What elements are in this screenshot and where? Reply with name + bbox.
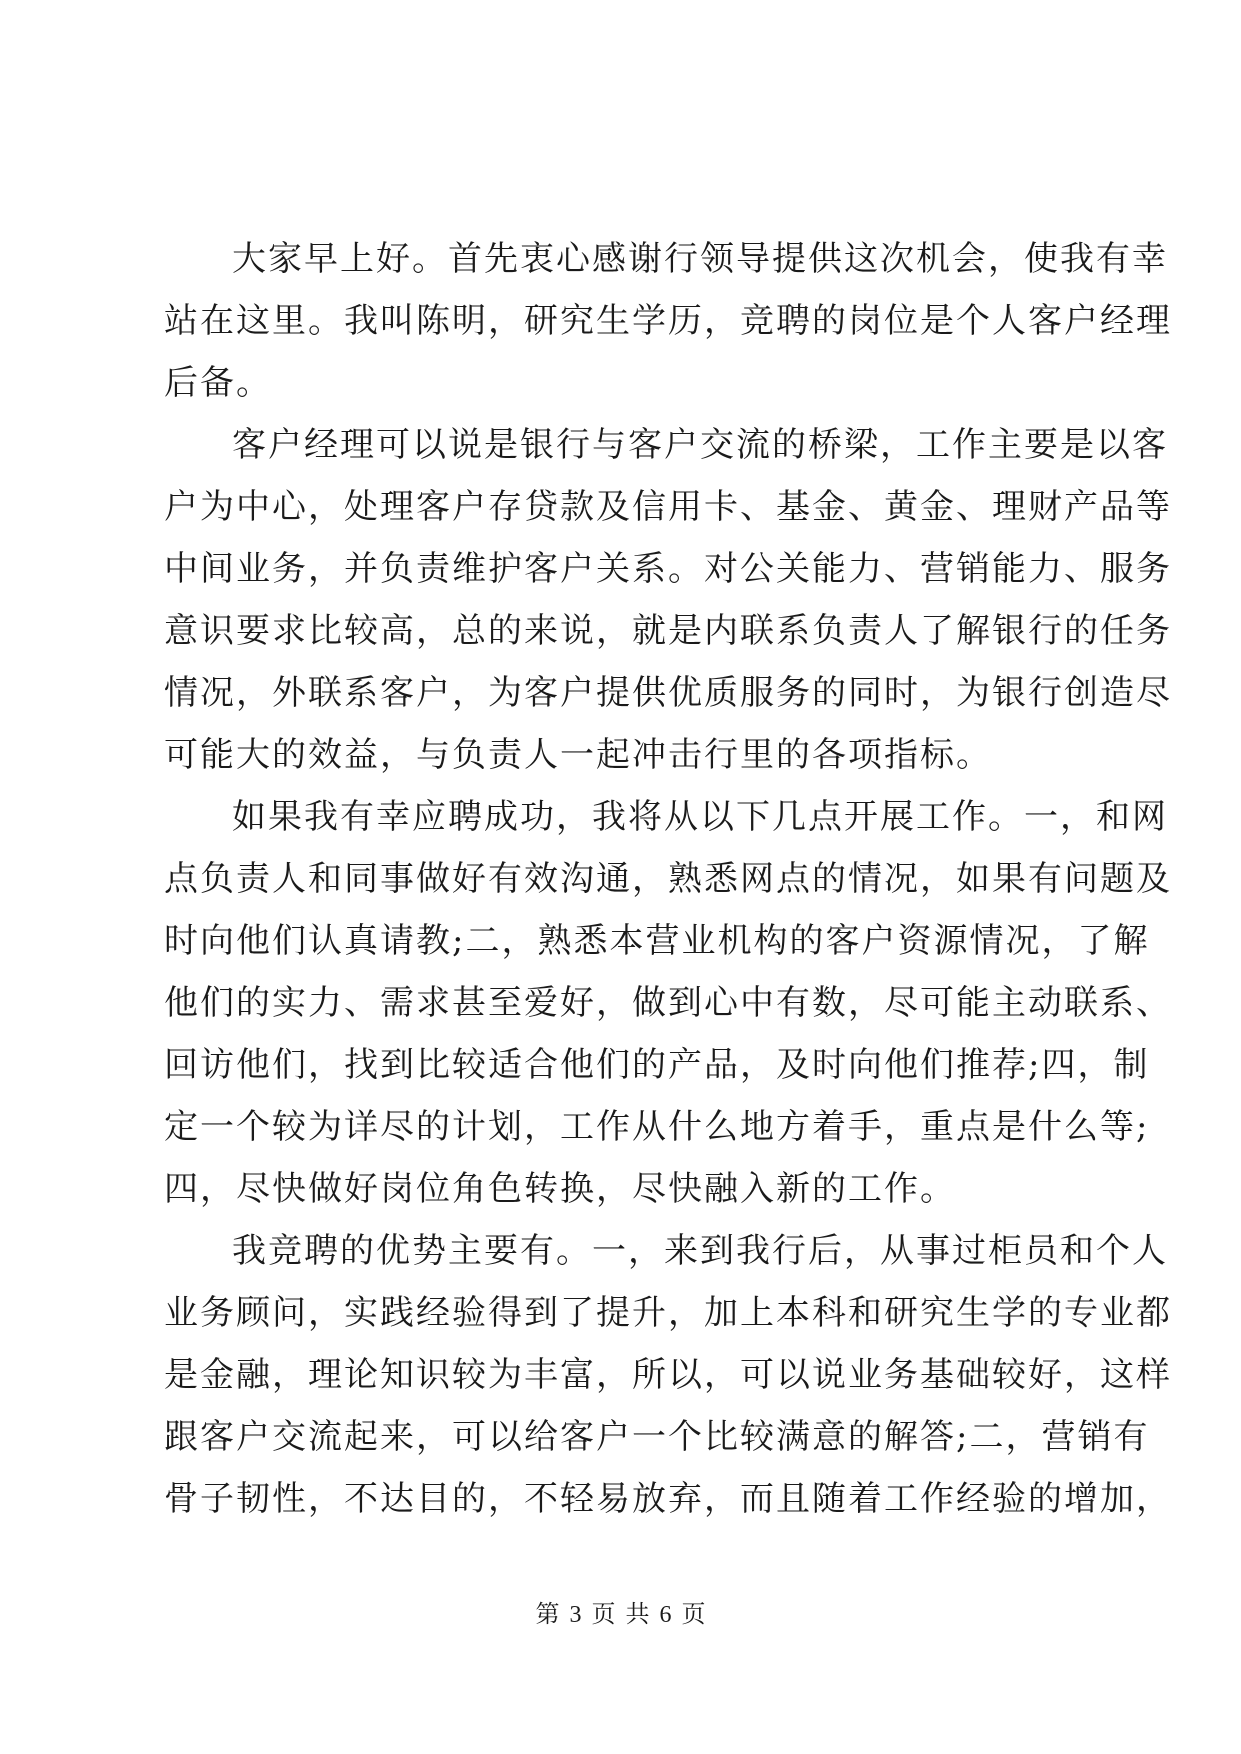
text-line: 定一个较为详尽的计划，工作从什么地方着手，重点是什么等; (164, 1107, 1150, 1147)
text-line: 骨子韧性，不达目的，不轻易放弃，而且随着工作经验的增加， (164, 1479, 1172, 1519)
text-line: 客户经理可以说是银行与客户交流的桥梁，工作主要是以客 (232, 425, 1168, 465)
text-line: 大家早上好。首先衷心感谢行领导提供这次机会，使我有幸 (232, 239, 1168, 279)
paragraph-role-description (164, 414, 1172, 786)
text-line: 站在这里。我叫陈明，研究生学历，竞聘的岗位是个人客户经理 (164, 301, 1172, 341)
text-line: 点负责人和同事做好有效沟通，熟悉网点的情况，如果有问题及 (164, 859, 1172, 899)
text-line: 四，尽快做好岗位角色转换，尽快融入新的工作。 (164, 1169, 956, 1209)
paragraph-greeting (164, 228, 1172, 414)
text-line: 是金融，理论知识较为丰富，所以，可以说业务基础较好，这样 (164, 1355, 1172, 1395)
text-line: 回访他们，找到比较适合他们的产品，及时向他们推荐;四，制 (164, 1045, 1150, 1085)
page-number-footer: 第 3 页 共 6 页 (535, 1602, 706, 1628)
text-line: 我竞聘的优势主要有。一，来到我行后，从事过柜员和个人 (232, 1231, 1168, 1271)
text-line: 中间业务，并负责维护客户关系。对公关能力、营销能力、服务 (164, 549, 1172, 589)
text-line: 跟客户交流起来，可以给客户一个比较满意的解答;二，营销有 (164, 1417, 1150, 1457)
document-body (164, 228, 1172, 1530)
text-line: 户为中心，处理客户存贷款及信用卡、基金、黄金、理财产品等 (164, 487, 1172, 527)
text-line: 情况，外联系客户，为客户提供优质服务的同时，为银行创造尽 (164, 673, 1172, 713)
paragraph-advantages (164, 1220, 1172, 1530)
text-line: 他们的实力、需求甚至爱好，做到心中有数，尽可能主动联系、 (164, 983, 1172, 1023)
text-line: 可能大的效益，与负责人一起冲击行里的各项指标。 (164, 735, 992, 775)
text-line: 后备。 (164, 363, 272, 403)
text-line: 意识要求比较高，总的来说，就是内联系负责人了解银行的任务 (164, 611, 1172, 651)
text-line: 如果我有幸应聘成功，我将从以下几点开展工作。一，和网 (232, 797, 1168, 837)
text-line: 时向他们认真请教;二，熟悉本营业机构的客户资源情况，了解 (164, 921, 1150, 961)
paragraph-work-plan (164, 786, 1172, 1220)
text-line: 业务顾问，实践经验得到了提升，加上本科和研究生学的专业都 (164, 1293, 1172, 1333)
